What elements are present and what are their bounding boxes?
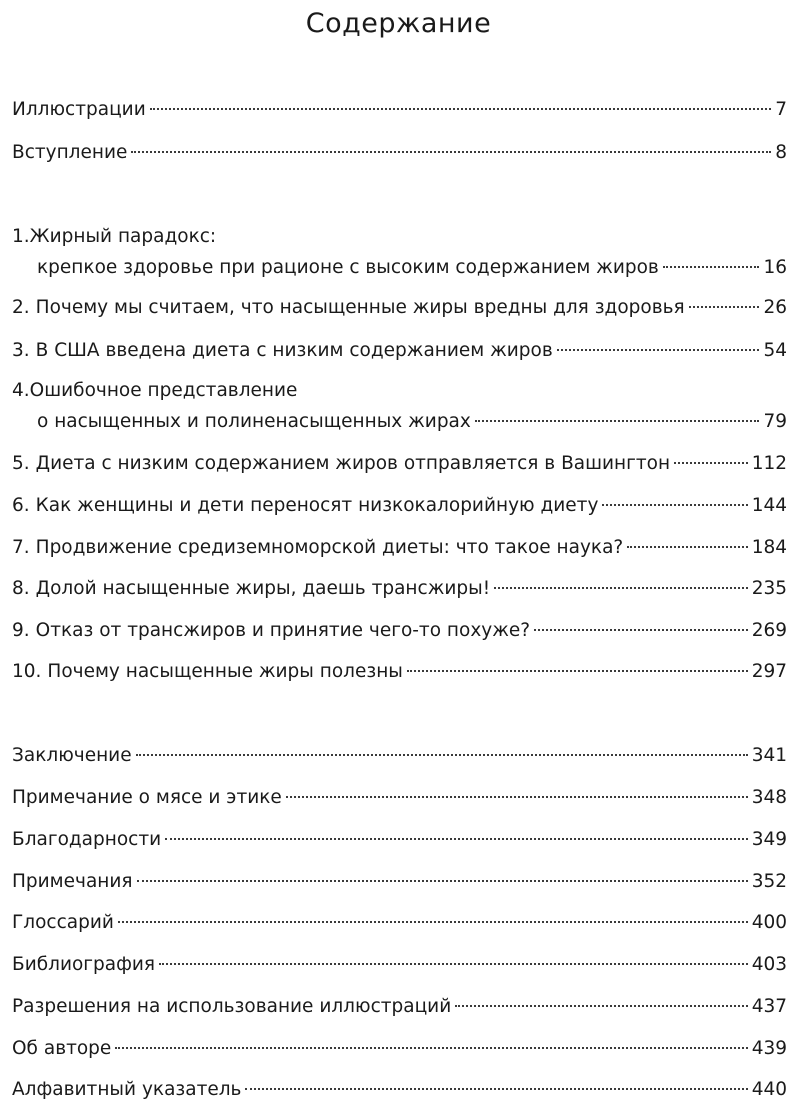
toc-entry-about-author[interactable] <box>12 1035 787 1063</box>
toc-entry-label: Примечание о мясе и этике <box>12 787 282 808</box>
toc-chapter-5[interactable] <box>12 450 787 478</box>
chapter-title: Продвижение средиземноморской диеты: что такое наука? <box>35 537 624 558</box>
toc-entry-page: 400 <box>751 912 787 933</box>
toc-entry-bibliography[interactable] <box>12 951 787 979</box>
dot-leader <box>557 349 760 351</box>
toc-entry-page: 144 <box>751 495 787 516</box>
toc-entry-label: Заключение <box>12 745 132 766</box>
toc-entry-page: 403 <box>751 954 787 975</box>
toc-chapter-4-heading[interactable] <box>12 377 297 405</box>
toc-entry-label: Вступление <box>12 142 128 163</box>
chapter-title: Долой насыщенные жиры, даешь трансжиры! <box>35 578 491 599</box>
chapter-number: 6. <box>12 495 30 516</box>
toc-entry-conclusion[interactable] <box>12 742 787 770</box>
chapter-number: 10. <box>12 661 42 682</box>
toc-chapter-6[interactable] <box>12 492 787 520</box>
toc-entry-page: 8 <box>775 142 787 163</box>
chapter-number: 8. <box>12 578 30 599</box>
toc-entry-introduction[interactable] <box>12 139 787 167</box>
toc-chapter-3[interactable] <box>12 337 787 365</box>
toc-entry-index[interactable] <box>12 1076 787 1104</box>
dot-leader <box>407 670 748 672</box>
toc-entry-page: 26 <box>763 297 787 318</box>
toc-entry-page: 348 <box>751 787 787 808</box>
toc-chapter-4[interactable] <box>37 408 787 436</box>
chapter-number: 9. <box>12 620 30 641</box>
toc-entry-acknowledgements[interactable] <box>12 826 787 854</box>
toc-entry-page: 341 <box>751 745 787 766</box>
chapter-title-line2: о насыщенных и полиненасыщенных жирах <box>37 411 471 432</box>
dot-leader <box>165 838 748 840</box>
toc-entry-page: 440 <box>751 1079 787 1100</box>
chapter-title-line1: Жирный парадокс: <box>29 226 217 247</box>
toc-entry-page: 437 <box>751 996 787 1017</box>
dot-leader <box>455 1005 747 1007</box>
toc-entry-label: Библиография <box>12 954 156 975</box>
chapter-title: Отказ от трансжиров и принятие чего-то похуже? <box>35 620 531 641</box>
toc-entry-label: Благодарности <box>12 829 162 850</box>
toc-entry-page: 54 <box>763 340 787 361</box>
toc-entry-illustration-permissions[interactable] <box>12 993 787 1021</box>
dot-leader <box>494 587 748 589</box>
toc-entry-label: Разрешения на использование иллюстраций <box>12 996 452 1017</box>
chapter-number: 5. <box>12 453 30 474</box>
toc-entry-page: 184 <box>751 537 787 558</box>
dot-leader <box>115 1047 747 1049</box>
chapter-title: Почему мы считаем, что насыщенные жиры вредны для здоровья <box>35 297 685 318</box>
dot-leader <box>534 629 748 631</box>
chapter-title-line1: Ошибочное представление <box>29 380 298 401</box>
dot-leader <box>663 266 760 268</box>
toc-entry-page: 352 <box>751 871 787 892</box>
dot-leader <box>159 963 748 965</box>
dot-leader <box>136 754 748 756</box>
toc-entry-meat-ethics-note[interactable] <box>12 784 787 812</box>
dot-leader <box>137 880 748 882</box>
chapter-number: 1. <box>12 226 30 247</box>
toc-chapter-10[interactable] <box>12 658 787 686</box>
dot-leader <box>118 921 748 923</box>
chapter-title: В США введена диета с низким содержанием жиров <box>35 340 553 361</box>
toc-entry-page: 7 <box>775 99 787 120</box>
chapter-title: Как женщины и дети переносят низкокалорийную диету <box>35 495 599 516</box>
toc-chapter-9[interactable] <box>12 617 787 645</box>
dot-leader <box>689 306 760 308</box>
toc-chapter-7[interactable] <box>12 534 787 562</box>
toc-entry-label: Глоссарий <box>12 912 114 933</box>
chapter-title-line2: крепкое здоровье при рационе с высоким содержанием жиров <box>37 257 659 278</box>
toc-entry-label: Примечания <box>12 871 133 892</box>
dot-leader <box>475 420 760 422</box>
dot-leader <box>286 796 748 798</box>
chapter-number: 7. <box>12 537 30 558</box>
toc-entry-page: 269 <box>751 620 787 641</box>
dot-leader <box>150 108 771 110</box>
toc-chapter-2[interactable] <box>12 294 787 322</box>
toc-chapter-8[interactable] <box>12 575 787 603</box>
dot-leader <box>627 546 747 548</box>
dot-leader <box>674 462 748 464</box>
toc-entry-label: Алфавитный указатель <box>12 1079 242 1100</box>
toc-chapter-1-heading[interactable] <box>12 223 216 251</box>
toc-entry-glossary[interactable] <box>12 909 787 937</box>
toc-entry-notes[interactable] <box>12 868 787 896</box>
page-title: Содержание <box>305 8 492 39</box>
toc-entry-page: 439 <box>751 1038 787 1059</box>
toc-chapter-1[interactable] <box>37 254 787 282</box>
toc-entry-label: Иллюстрации <box>12 99 146 120</box>
toc-entry-label: Об авторе <box>12 1038 112 1059</box>
dot-leader <box>245 1088 747 1090</box>
toc-entry-page: 16 <box>763 257 787 278</box>
chapter-title: Почему насыщенные жиры полезны <box>47 661 403 682</box>
toc-entry-page: 349 <box>751 829 787 850</box>
chapter-number: 2. <box>12 297 30 318</box>
toc-entry-page: 235 <box>751 578 787 599</box>
dot-leader <box>131 151 771 153</box>
chapter-number: 4. <box>12 380 30 401</box>
chapter-number: 3. <box>12 340 30 361</box>
dot-leader <box>602 504 747 506</box>
toc-entry-page: 112 <box>751 453 787 474</box>
toc-entry-page: 297 <box>751 661 787 682</box>
toc-entry-illustrations[interactable] <box>12 96 787 124</box>
chapter-title: Диета с низким содержанием жиров отправляется в Вашингтон <box>35 453 671 474</box>
toc-entry-page: 79 <box>763 411 787 432</box>
